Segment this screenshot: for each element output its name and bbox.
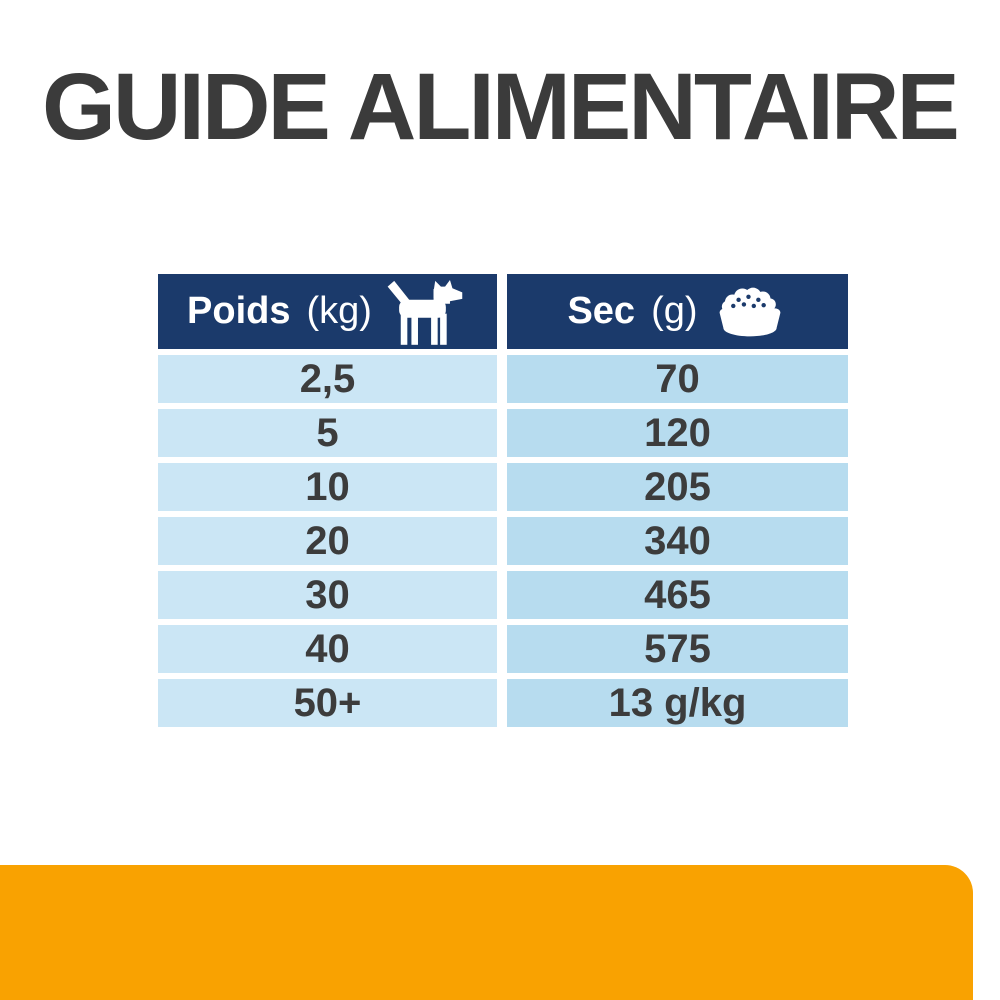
table-cell-sec: 13 g/kg	[507, 679, 848, 727]
column-unit-kg: (kg)	[306, 290, 372, 332]
table-cell-poids: 5	[158, 409, 497, 457]
page-title: GUIDE ALIMENTAIRE	[42, 54, 957, 160]
table-cell-poids: 50+	[158, 679, 497, 727]
orange-band	[0, 865, 973, 1000]
column-header-poids	[158, 274, 497, 349]
table-cell-sec: 70	[507, 355, 848, 403]
table-cell-sec: 205	[507, 463, 848, 511]
food-bowl-icon	[712, 283, 788, 341]
table-cell-poids: 40	[158, 625, 497, 673]
dog-icon	[386, 277, 468, 347]
table-cell-sec: 465	[507, 571, 848, 619]
column-header-sec	[507, 274, 848, 349]
table-cell-poids: 10	[158, 463, 497, 511]
table-cell-sec: 340	[507, 517, 848, 565]
table-cell-poids: 2,5	[158, 355, 497, 403]
column-label-poids: Poids	[187, 290, 291, 332]
table-cell-poids: 30	[158, 571, 497, 619]
column-unit-g: (g)	[651, 290, 698, 332]
table-cell-poids: 20	[158, 517, 497, 565]
table-cell-sec: 120	[507, 409, 848, 457]
table-cell-sec: 575	[507, 625, 848, 673]
column-label-sec: Sec	[567, 290, 636, 332]
feeding-table	[158, 274, 848, 727]
